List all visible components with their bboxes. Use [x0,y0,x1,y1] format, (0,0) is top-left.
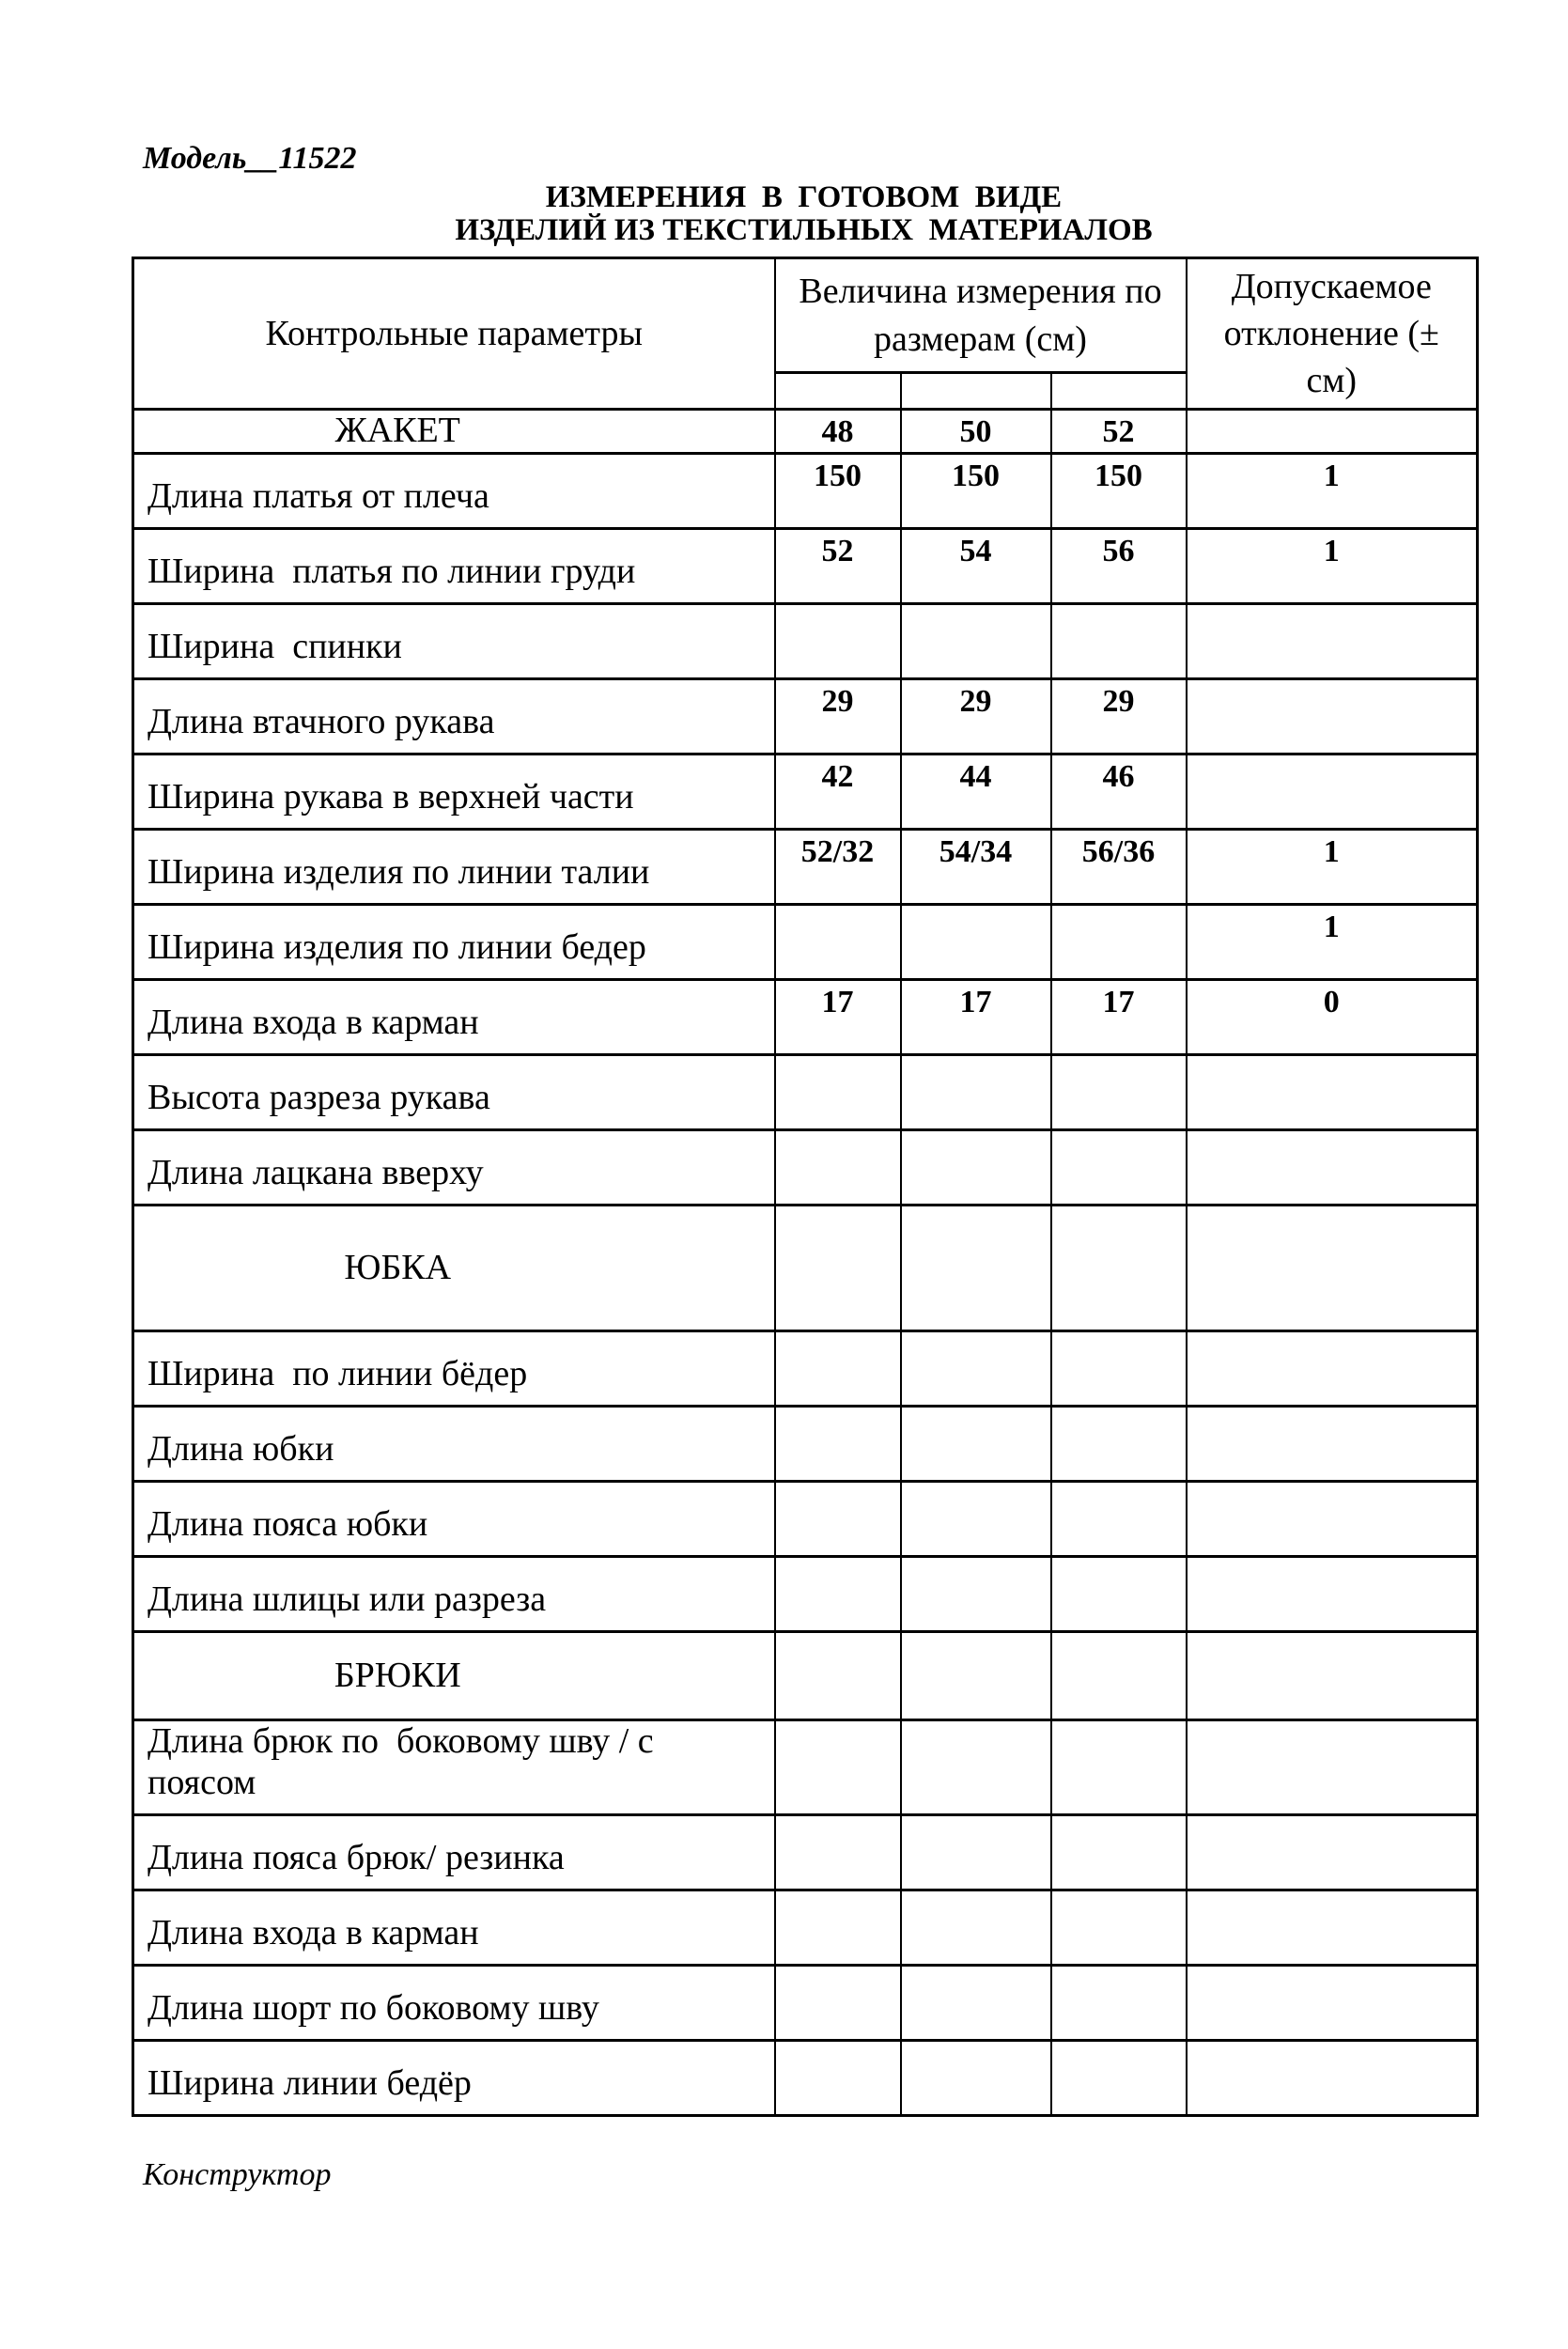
param-row [133,1130,1478,1206]
param-row [133,1055,1478,1130]
size-value [775,1720,901,1814]
tolerance-value [1187,1407,1478,1482]
size-value: 17 [901,980,1051,1055]
param-row [133,754,1478,830]
size-subheader-cell [1051,373,1187,410]
size-value: 50 [901,410,1051,454]
size-value [901,1055,1051,1130]
size-value [1051,1407,1187,1482]
param-row [133,2040,1478,2115]
section-title: БРЮКИ [133,1632,775,1720]
section-row [133,1632,1478,1720]
param-label: Ширина рукава в верхней части [133,754,775,830]
size-value [1051,1720,1187,1814]
param-label: Длина втачного рукава [133,679,775,754]
param-row [133,1965,1478,2040]
tolerance-value [1187,1055,1478,1130]
tolerance-value: 1 [1187,830,1478,905]
size-value: 52 [1051,410,1187,454]
designer-label: Конструктор [143,2157,332,2192]
tolerance-value [1187,1130,1478,1206]
tolerance-value [1187,1814,1478,1890]
param-row [133,1407,1478,1482]
size-value: 56/36 [1051,830,1187,905]
size-value [1051,1482,1187,1557]
section-title: ЮБКА [133,1206,775,1331]
header-allowed-tolerance: Допускаемое отклонение (± см) [1187,258,1478,410]
size-value: 150 [775,454,901,529]
size-value [775,604,901,679]
param-row [133,830,1478,905]
param-label: Длина брюк по боковому шву / с поясом [133,1720,775,1814]
size-value: 29 [775,679,901,754]
size-value [901,2040,1051,2115]
param-label: Длина юбки [133,1407,775,1482]
size-value: 150 [1051,454,1187,529]
param-label: Ширина изделия по линии талии [133,830,775,905]
size-value [901,1814,1051,1890]
header-row [133,258,1478,373]
param-label: Ширина по линии бёдер [133,1331,775,1407]
size-value [775,1482,901,1557]
size-value [1051,1557,1187,1632]
param-row [133,980,1478,1055]
param-row [133,1814,1478,1890]
size-value [1051,1632,1187,1720]
size-value [1051,604,1187,679]
section-row [133,410,1478,454]
param-row [133,1720,1478,1814]
param-row [133,604,1478,679]
tolerance-value [1187,1965,1478,2040]
param-label: Ширина изделия по линии бедер [133,905,775,980]
size-value [775,1331,901,1407]
param-row [133,1331,1478,1407]
param-label: Длина пояса брюк/ резинка [133,1814,775,1890]
model-number: Модель__11522 [143,141,357,176]
size-value [901,1557,1051,1632]
size-value [775,1557,901,1632]
size-value [1051,1965,1187,2040]
size-value [901,905,1051,980]
tolerance-value [1187,1720,1478,1814]
size-value: 17 [775,980,901,1055]
size-subheader-cell [901,373,1051,410]
tolerance-value [1187,1632,1478,1720]
size-value [901,1407,1051,1482]
tolerance-value [1187,1206,1478,1331]
tolerance-value [1187,754,1478,830]
tolerance-value [1187,679,1478,754]
tolerance-value [1187,1482,1478,1557]
param-row [133,1482,1478,1557]
param-label: Длина пояса юбки [133,1482,775,1557]
size-value [901,1331,1051,1407]
measurements-table [132,257,1479,2117]
size-value [775,1206,901,1331]
size-value: 54 [901,529,1051,604]
size-value [1051,1814,1187,1890]
size-value [775,1965,901,2040]
tolerance-value: 0 [1187,980,1478,1055]
size-value [775,1632,901,1720]
param-row [133,529,1478,604]
size-value [775,905,901,980]
size-value [901,1890,1051,1965]
document-title-line1: ИЗМЕРЕНИЯ В ГОТОВОМ ВИДЕ [545,180,1063,214]
size-value: 52/32 [775,830,901,905]
size-value: 150 [901,454,1051,529]
tolerance-value: 1 [1187,905,1478,980]
size-value [775,1814,901,1890]
param-row [133,454,1478,529]
document-title-line2: ИЗДЕЛИЙ ИЗ ТЕКСТИЛЬНЫХ МАТЕРИАЛОВ [455,213,1153,247]
size-value: 42 [775,754,901,830]
size-value: 29 [1051,679,1187,754]
tolerance-value: 1 [1187,529,1478,604]
size-value [775,1890,901,1965]
param-label: Длина лацкана вверху [133,1130,775,1206]
param-label: Длина платья от плеча [133,454,775,529]
tolerance-value [1187,1331,1478,1407]
size-value [1051,905,1187,980]
size-value: 52 [775,529,901,604]
size-subheader-cell [775,373,901,410]
param-row [133,905,1478,980]
tolerance-value [1187,604,1478,679]
size-value: 54/34 [901,830,1051,905]
param-label: Ширина линии бедёр [133,2040,775,2115]
size-value [775,1055,901,1130]
param-row [133,679,1478,754]
size-value [1051,1890,1187,1965]
size-value: 44 [901,754,1051,830]
header-control-parameters: Контрольные параметры [133,258,775,410]
param-label: Длина шорт по боковому шву [133,1965,775,2040]
size-value [901,1482,1051,1557]
size-value [1051,1206,1187,1331]
tolerance-value [1187,410,1478,454]
size-value [901,1965,1051,2040]
header-measurement-by-sizes: Величина измерения по размерам (см) [775,258,1187,373]
size-value [775,1130,901,1206]
tolerance-value [1187,2040,1478,2115]
param-label: Длина входа в карман [133,980,775,1055]
size-value: 48 [775,410,901,454]
size-value [1051,1331,1187,1407]
size-value [901,604,1051,679]
param-row [133,1890,1478,1965]
size-value: 29 [901,679,1051,754]
param-label: Длина входа в карман [133,1890,775,1965]
size-value [901,1206,1051,1331]
size-value [901,1130,1051,1206]
size-value [1051,2040,1187,2115]
size-value: 17 [1051,980,1187,1055]
param-label: Ширина спинки [133,604,775,679]
param-label: Ширина платья по линии груди [133,529,775,604]
size-value [775,2040,901,2115]
tolerance-value [1187,1890,1478,1965]
param-label: Длина шлицы или разреза [133,1557,775,1632]
section-title: ЖАКЕТ [133,410,775,454]
param-row [133,1557,1478,1632]
size-value: 56 [1051,529,1187,604]
size-value [901,1632,1051,1720]
size-value: 46 [1051,754,1187,830]
tolerance-value: 1 [1187,454,1478,529]
section-row [133,1206,1478,1331]
tolerance-value [1187,1557,1478,1632]
size-value [1051,1130,1187,1206]
size-value [775,1407,901,1482]
size-value [901,1720,1051,1814]
size-value [1051,1055,1187,1130]
param-label: Высота разреза рукава [133,1055,775,1130]
